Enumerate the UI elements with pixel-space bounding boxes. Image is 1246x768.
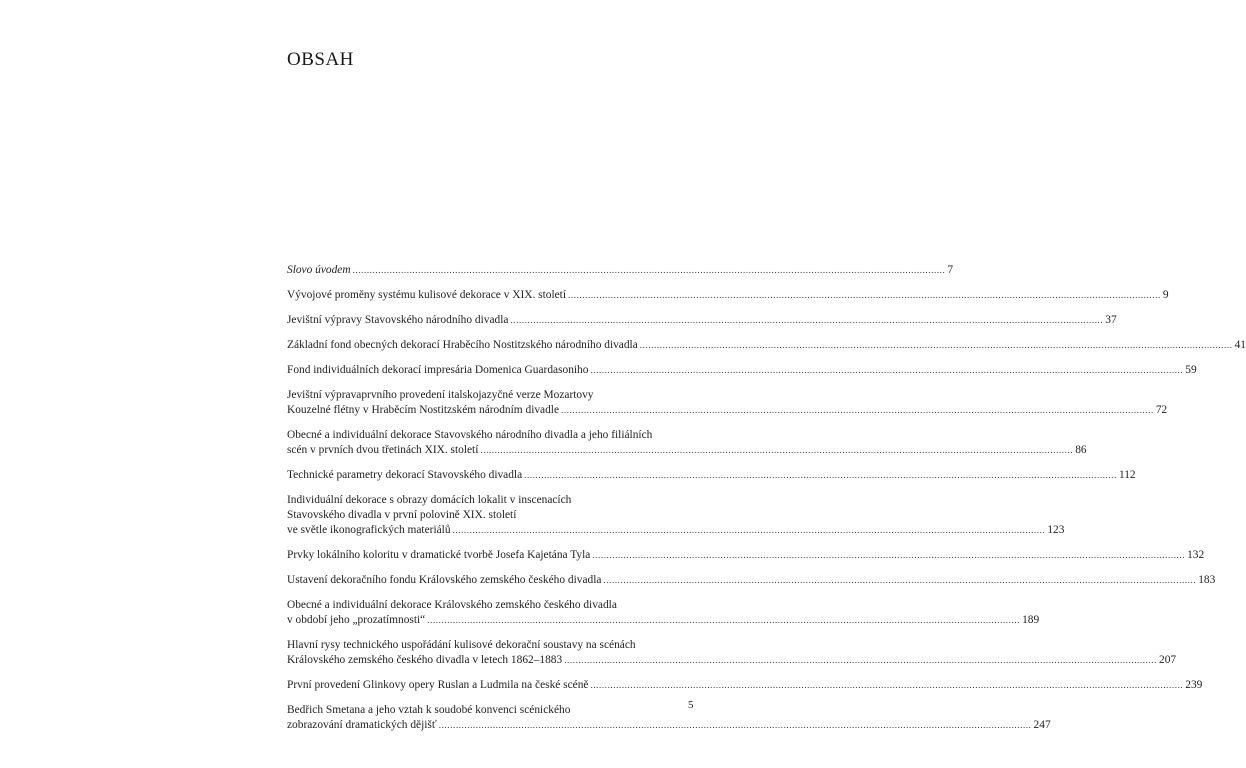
- toc-entry-title: První provedení Glinkovy opery Ruslan a Ludmila na české scéně: [287, 679, 589, 691]
- toc-entry: [287, 313, 1117, 328]
- toc-entry-title: scén v prvních dvou třetinách XIX. století: [287, 444, 479, 456]
- toc-entry: [287, 363, 1197, 378]
- toc-line: [287, 403, 1168, 418]
- toc-entry-title: zobrazování dramatických dějišť: [287, 719, 437, 731]
- table-of-contents: [287, 263, 1246, 743]
- toc-entry-title: Prvky lokálního koloritu v dramatické tvorbě Josefa Kajetána Tyla: [287, 549, 591, 561]
- toc-dot-leader: [590, 678, 1183, 693]
- toc-page-number: 183: [1198, 574, 1216, 586]
- toc-page-number: 41: [1234, 339, 1246, 351]
- toc-line: [287, 263, 954, 278]
- toc-entry: [287, 493, 1065, 538]
- toc-line: [287, 468, 1136, 483]
- toc-page-number: 86: [1075, 444, 1087, 456]
- toc-entry-title: Královského zemského českého divadla v letech 1862–1883: [287, 654, 563, 666]
- toc-page-number: 189: [1022, 614, 1040, 626]
- toc-page-number: 132: [1187, 549, 1205, 561]
- toc-dot-leader: [510, 313, 1103, 328]
- toc-entry: [287, 548, 1205, 563]
- toc-page-number: 112: [1118, 469, 1136, 481]
- toc-line: [287, 573, 1216, 588]
- toc-entry-title: Obecné a individuální dekorace Královského zemského českého divadla: [287, 599, 617, 611]
- toc-line: [287, 443, 1087, 458]
- toc-page-number: 7: [947, 264, 954, 276]
- toc-entry-title: Jevištní výpravy Stavovského národního divadla: [287, 314, 509, 326]
- toc-dot-leader: [480, 443, 1073, 458]
- toc-entry-title: Hlavní rysy technického uspořádání kulisové dekorační soustavy na scénách: [287, 639, 636, 651]
- toc-line: [287, 678, 1203, 693]
- toc-entry-title: Základní fond obecných dekorací Hraběcího Nostitzského národního divadla: [287, 339, 638, 351]
- toc-entry-title: Bedřich Smetana a jeho vztah k soudobé konvenci scénického: [287, 704, 571, 716]
- toc-page-number: 123: [1047, 524, 1065, 536]
- toc-line: [287, 638, 694, 653]
- toc-page-number: 37: [1105, 314, 1117, 326]
- toc-line: [287, 313, 1117, 328]
- toc-dot-leader: [439, 718, 1032, 733]
- toc-line: [287, 598, 694, 613]
- toc-entry-title: Stavovského divadla v první polovině XIX. století: [287, 509, 517, 521]
- toc-entry: [287, 288, 1169, 303]
- toc-entry-title: Kouzelné flétny v Hraběcím Nostitzském národním divadle: [287, 404, 560, 416]
- toc-entry-title: Ustavení dekoračního fondu Královského zemského českého divadla: [287, 574, 602, 586]
- toc-entry: [287, 573, 1216, 588]
- toc-entry: [287, 263, 954, 278]
- page-number: 5: [688, 699, 694, 711]
- toc-entry-title: v období jeho „prozatímnosti“: [287, 614, 426, 626]
- toc-entry-title: ve světle ikonografických materiálů: [287, 524, 451, 536]
- toc-entry: [287, 428, 1087, 458]
- toc-line: [287, 523, 1065, 538]
- toc-page-number: 59: [1185, 364, 1197, 376]
- toc-line: [287, 288, 1169, 303]
- toc-dot-leader: [564, 653, 1157, 668]
- toc-dot-leader: [453, 523, 1046, 538]
- toc-entry: [287, 338, 1246, 353]
- toc-line: [287, 428, 694, 443]
- toc-entry: [287, 598, 1040, 628]
- toc-line: [287, 493, 694, 508]
- toc-dot-leader: [561, 403, 1154, 418]
- toc-dot-leader: [590, 363, 1183, 378]
- toc-line: [287, 508, 694, 523]
- toc-dot-leader: [592, 548, 1185, 563]
- toc-line: [287, 548, 1205, 563]
- toc-line: [287, 338, 1246, 353]
- toc-entry-title: Vývojové proměny systému kulisové dekorace v XIX. století: [287, 289, 567, 301]
- toc-entry: [287, 678, 1203, 693]
- toc-dot-leader: [640, 338, 1233, 353]
- toc-entry-title: Individuální dekorace s obrazy domácích lokalit v inscenacích: [287, 494, 572, 506]
- toc-dot-leader: [568, 288, 1161, 303]
- toc-dot-leader: [524, 468, 1117, 483]
- toc-entry: [287, 638, 1177, 668]
- toc-entry-title: Jevištní výpravaprvního provedení italskojazyčné verze Mozartovy: [287, 389, 594, 401]
- toc-line: [287, 653, 1177, 668]
- toc-line: [287, 363, 1197, 378]
- toc-line: [287, 718, 1051, 733]
- toc-entry-title: Obecné a individuální dekorace Stavovského národního divadla a jeho filiálních: [287, 429, 653, 441]
- toc-page-number: 247: [1033, 719, 1051, 731]
- toc-dot-leader: [603, 573, 1196, 588]
- toc-entry-title: Fond individuálních dekorací impresária Domenica Guardasoniho: [287, 364, 589, 376]
- toc-entry: [287, 703, 1051, 733]
- toc-entry: [287, 468, 1136, 483]
- toc-entry-title: Technické parametry dekorací Stavovského divadla: [287, 469, 523, 481]
- toc-page-number: 9: [1162, 289, 1169, 301]
- page-title: OBSAH: [287, 49, 354, 70]
- toc-line: [287, 613, 1040, 628]
- toc-dot-leader: [353, 263, 946, 278]
- toc-page-number: 207: [1159, 654, 1177, 666]
- toc-line: [287, 388, 694, 403]
- toc-page-number: 72: [1155, 404, 1168, 416]
- toc-line: [287, 703, 694, 718]
- toc-page-number: 239: [1185, 679, 1203, 691]
- toc-entry-title: Slovo úvodem: [287, 264, 351, 276]
- toc-dot-leader: [427, 613, 1020, 628]
- toc-entry: [287, 388, 1168, 418]
